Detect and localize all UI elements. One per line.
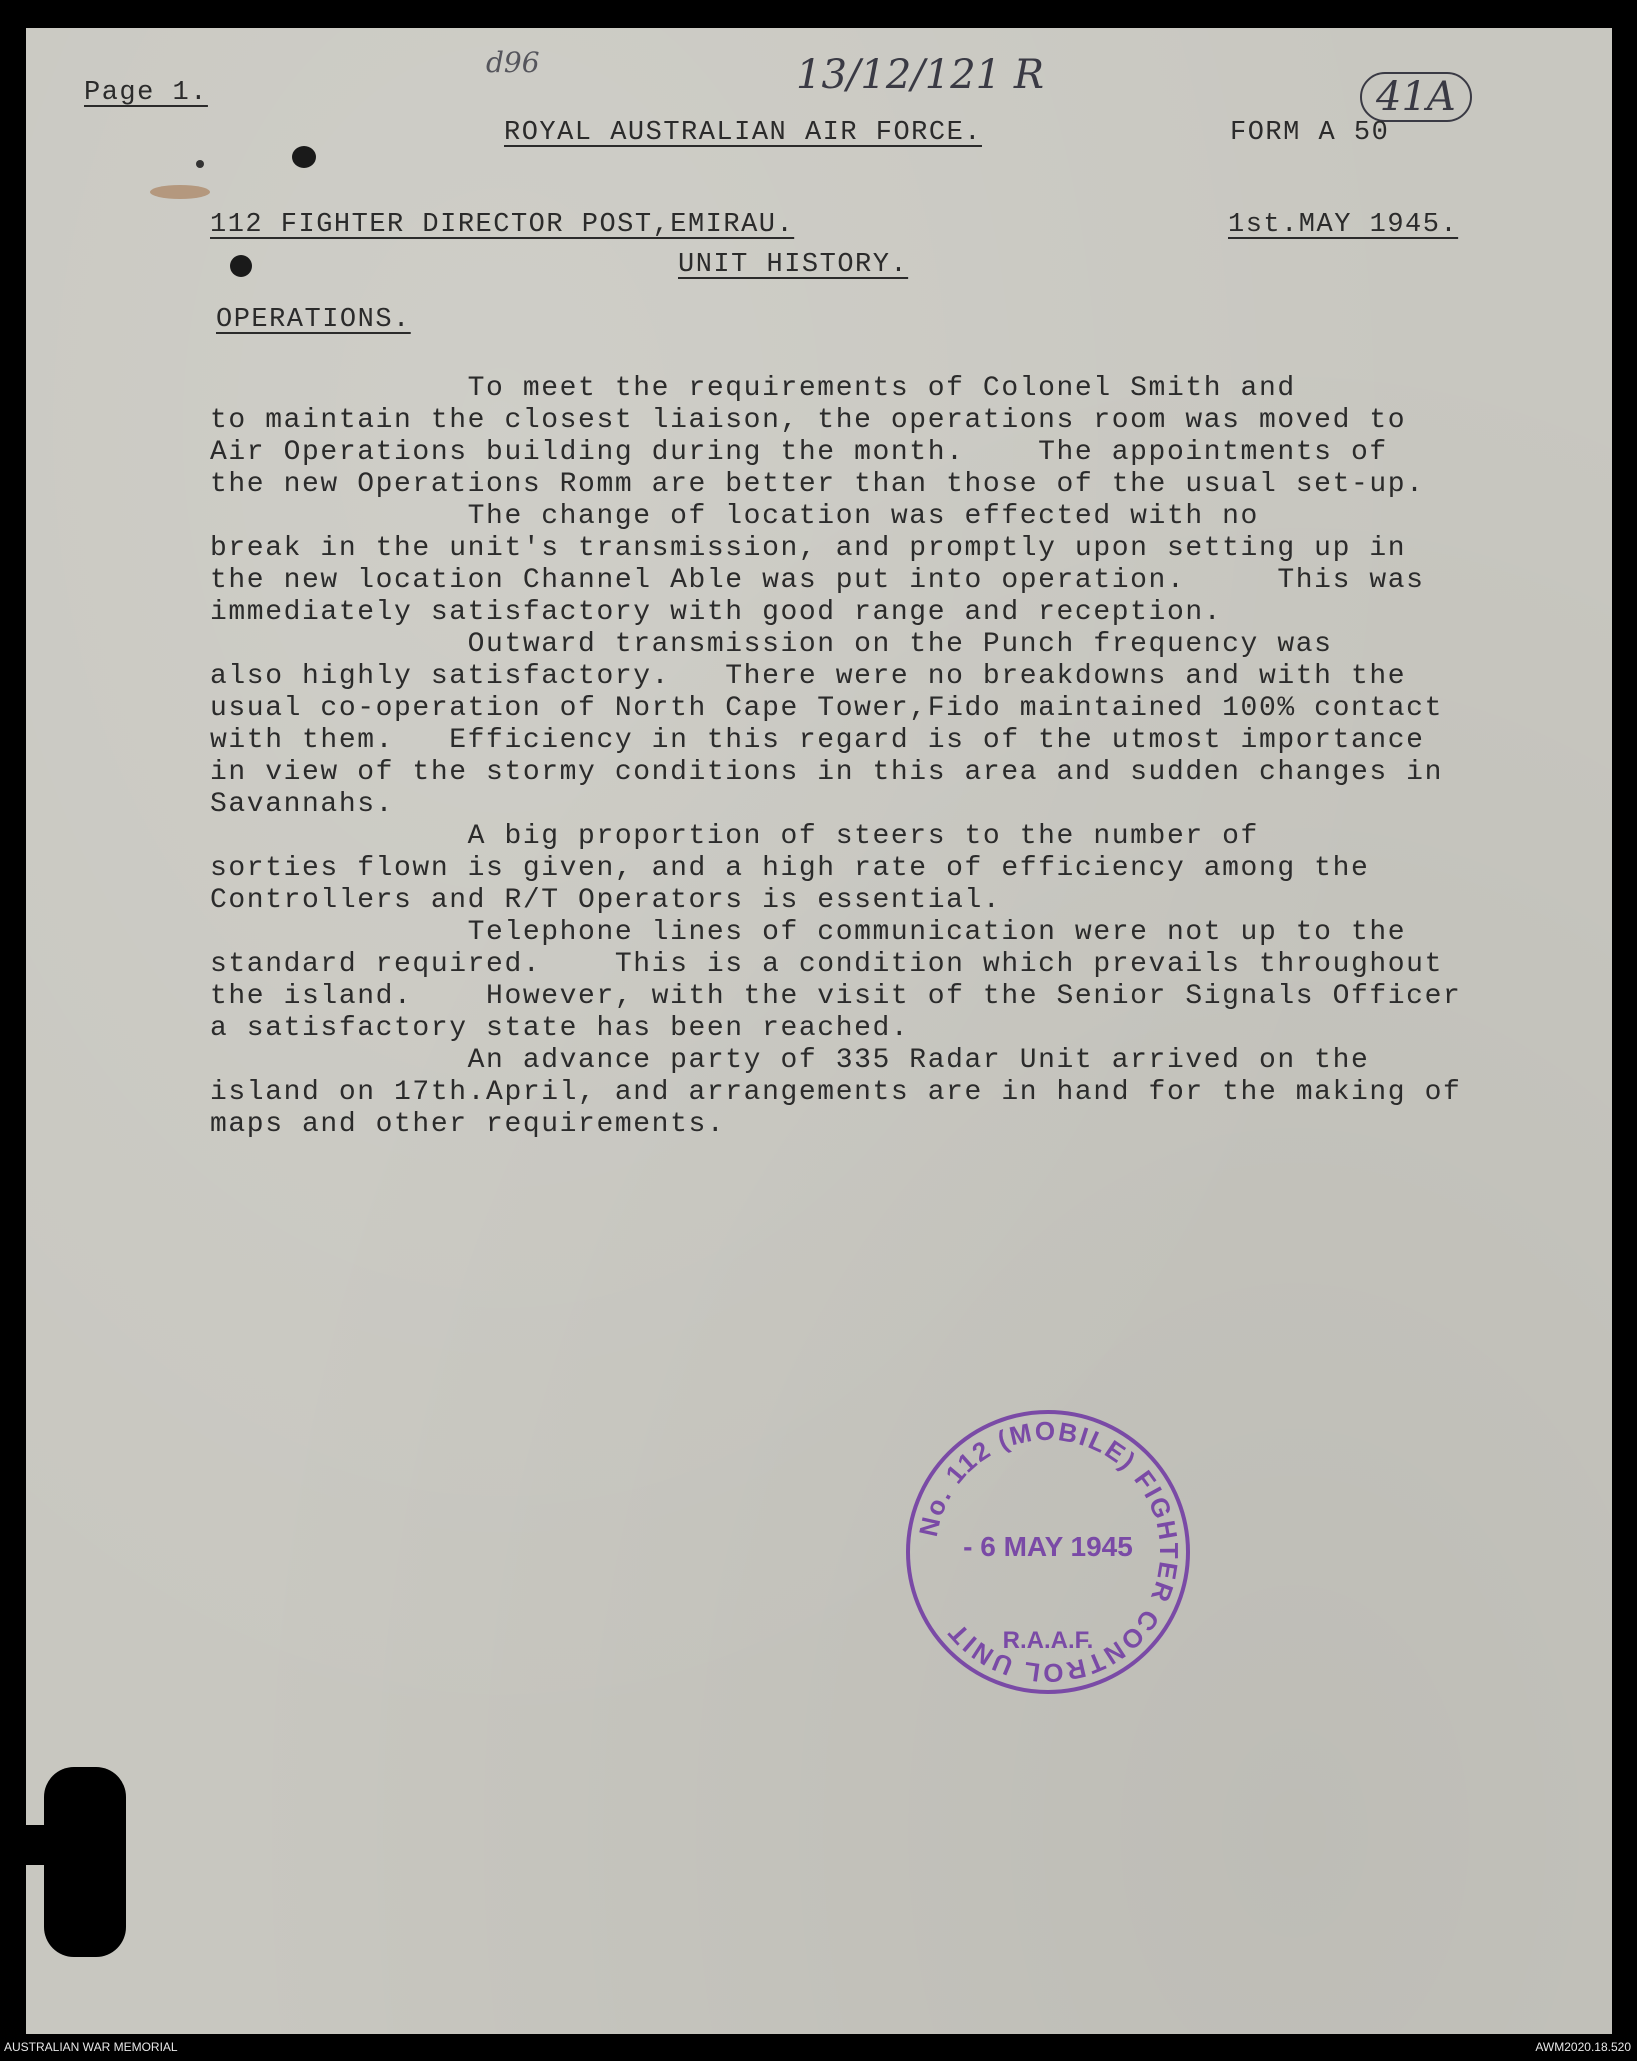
- body-line: immediately satisfactory with good range and reception.: [210, 597, 1223, 628]
- stain-mark: [196, 160, 204, 168]
- body-line: with them. Efficiency in this regard is of the utmost importance: [210, 725, 1425, 756]
- document-date: 1st.MAY 1945.: [1228, 210, 1459, 240]
- footer-reference: AWM2020.18.520: [1535, 2040, 1631, 2054]
- body-line: The change of location was effected with no: [210, 501, 1259, 532]
- body-line: Telephone lines of communication were not up to the: [210, 917, 1407, 948]
- handwritten-note: 13/12/121 R: [796, 52, 1044, 98]
- body-line: Controllers and R/T Operators is essential.: [210, 885, 1002, 916]
- body-line: break in the unit's transmission, and promptly upon setting up in: [210, 533, 1407, 564]
- body-line: usual co-operation of North Cape Tower,Fido maintained 100% contact: [210, 693, 1443, 724]
- body-line: Air Operations building during the month. The appointments of: [210, 437, 1388, 468]
- section-heading: OPERATIONS.: [216, 305, 411, 335]
- stain-mark: [292, 146, 316, 168]
- body-line: island on 17th.April, and arrangements are in hand for the making of: [210, 1077, 1462, 1108]
- form-number: FORM A 50: [1230, 118, 1390, 148]
- unit-name: 112 FIGHTER DIRECTOR POST,EMIRAU.: [210, 210, 795, 240]
- body-line: A big proportion of steers to the number of: [210, 821, 1259, 852]
- body-line: the new Operations Romm are better than those of the usual set-up.: [210, 469, 1425, 500]
- body-line: maps and other requirements.: [210, 1109, 726, 1140]
- document-title: ROYAL AUSTRALIAN AIR FORCE.: [504, 118, 982, 148]
- stain-mark: [150, 185, 210, 199]
- body-line: Savannahs.: [210, 789, 395, 820]
- stain-mark: [230, 255, 252, 277]
- unit-stamp: [904, 1408, 1192, 1696]
- body-line: to maintain the closest liaison, the operations room was moved to: [210, 405, 1407, 436]
- binder-tab-bar: [0, 1825, 80, 1865]
- body-line: standard required. This is a condition which prevails throughout: [210, 949, 1443, 980]
- page-number: Page 1.: [84, 78, 208, 108]
- footer-archive-name: AUSTRALIAN WAR MEMORIAL: [4, 2040, 178, 2054]
- body-line: a satisfactory state has been reached.: [210, 1013, 910, 1044]
- handwritten-note: d96: [486, 46, 540, 79]
- body-line: the island. However, with the visit of the Senior Signals Officer: [210, 981, 1462, 1012]
- body-line: in view of the stormy conditions in this area and sudden changes in: [210, 757, 1443, 788]
- stamp-date: - 6 MAY 1945: [963, 1531, 1133, 1562]
- body-line: An advance party of 335 Radar Unit arrived on the: [210, 1045, 1370, 1076]
- document-subtitle: UNIT HISTORY.: [678, 250, 909, 280]
- body-line: also highly satisfactory. There were no breakdowns and with the: [210, 661, 1407, 692]
- body-line: To meet the requirements of Colonel Smith and: [210, 373, 1296, 404]
- body-line: Outward transmission on the Punch frequency was: [210, 629, 1333, 660]
- handwritten-note: 41A: [1360, 72, 1472, 122]
- stamp-raaf-text: R.A.A.F.: [1002, 1627, 1094, 1654]
- body-line: sorties flown is given, and a high rate of efficiency among the: [210, 853, 1370, 884]
- stamp-ring-text: No. 112 (MOBILE) FIGHTER CONTROL UNIT: [912, 1415, 1185, 1689]
- body-line: the new location Channel Able was put into operation. This was: [210, 565, 1425, 596]
